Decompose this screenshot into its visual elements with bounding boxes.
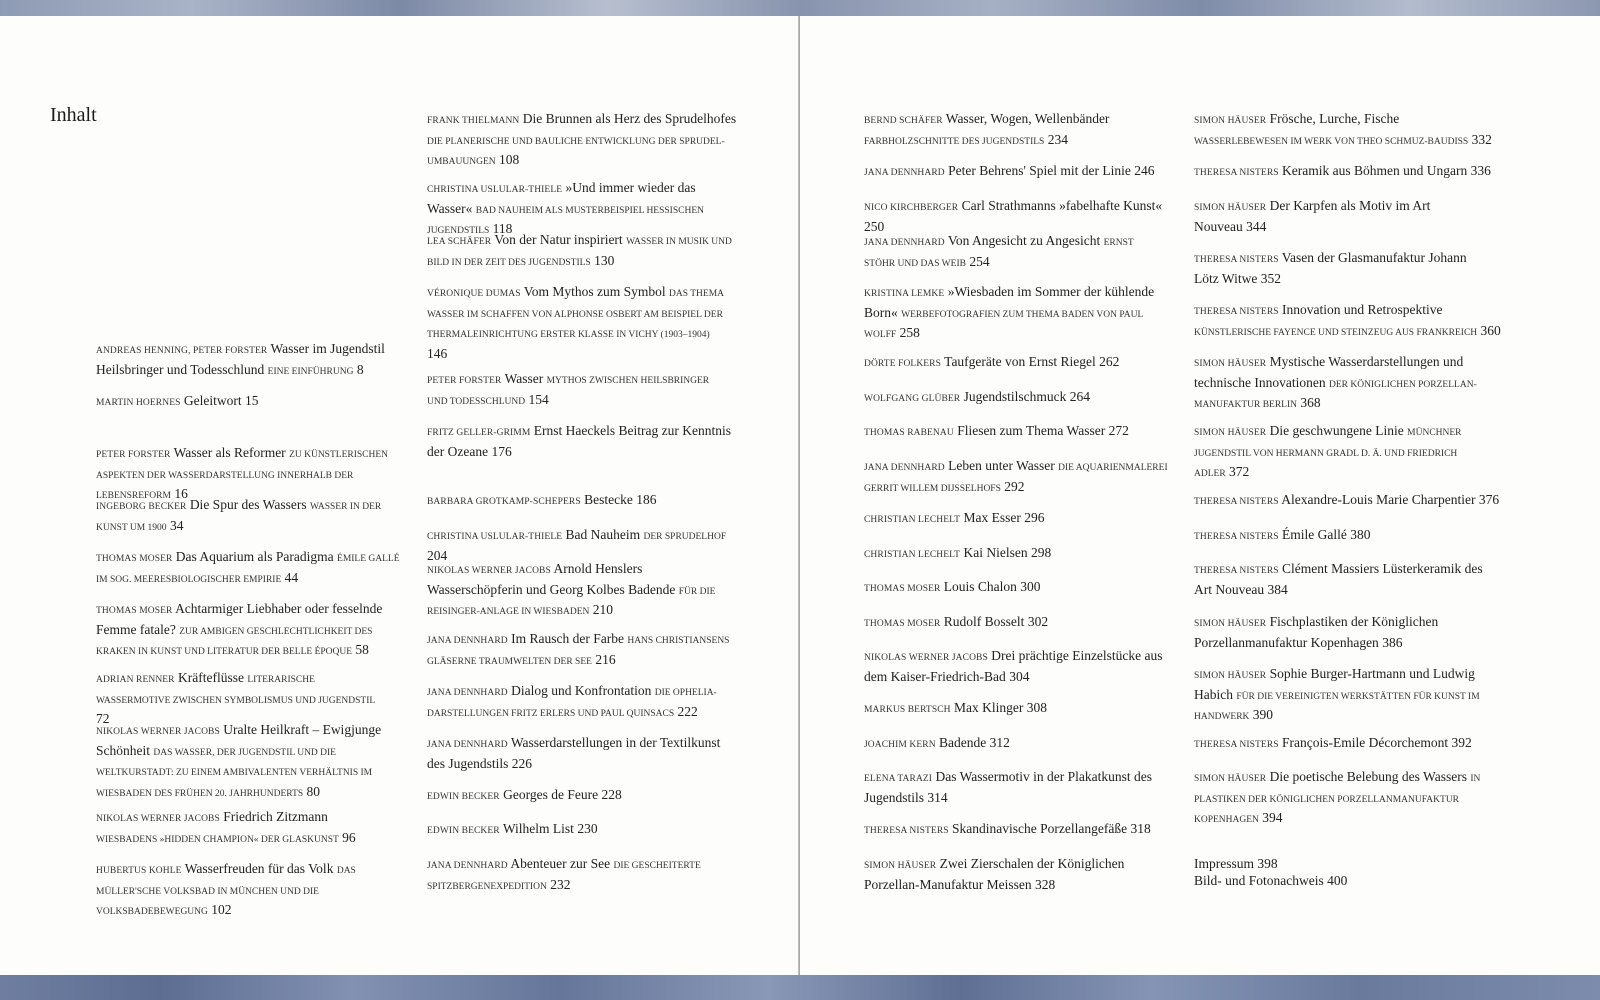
toc-entry bbox=[864, 768, 1154, 806]
entry-author: JANA DENNHARD bbox=[864, 168, 945, 178]
entry-author: SIMON HÄUSER bbox=[864, 861, 937, 871]
entry-subtitle: ZU KÜNSTLERISCHEN ASPEKTEN DER WASSERDARSTELLUNG INNERHALB DER LEBENSREFORM bbox=[96, 450, 389, 501]
toc-entry bbox=[427, 283, 727, 362]
entry-subtitle: DAS THEMA WASSER IM SCHAFFEN VON ALPHONSE OSBERT AM BEISPIEL DER THERMALEINRICHTUNG ERSTER KLASSE IN VICHY (1903–1904) bbox=[427, 289, 724, 340]
toc-entry bbox=[1194, 560, 1484, 598]
entry-subtitle: ZUR AMBIGEN GESCHLECHTLICHKEIT DES KRAKEN IN KUNST UND LITERATUR DER BELLE ÉPOQUE bbox=[96, 626, 373, 657]
entry-page-number: 352 bbox=[1260, 270, 1281, 286]
toc-entry bbox=[1194, 734, 1504, 755]
entry-author: VÉRONIQUE DUMAS bbox=[427, 289, 521, 299]
entry-title: Geleitwort bbox=[183, 393, 242, 408]
entry-author: FRITZ GELLER-GRIMM bbox=[427, 428, 531, 438]
entry-author: JANA DENNHARD bbox=[864, 463, 945, 473]
entry-title: Vasen der Glasmanufaktur Johann Lötz Witwe bbox=[1194, 250, 1467, 286]
entry-title: Uralte Heilkraft – Ewigjunge Schönheit bbox=[96, 722, 382, 758]
toc-entry bbox=[96, 600, 411, 662]
entry-author: MARTIN HOERNES bbox=[96, 398, 181, 408]
entry-page-number: 314 bbox=[927, 789, 948, 805]
toc-entry bbox=[427, 422, 737, 460]
entry-author: THOMAS MOSER bbox=[96, 554, 173, 564]
entry-title: Wasserfreuden für das Volk bbox=[184, 861, 334, 876]
toc-entry bbox=[427, 370, 732, 411]
toc-entry bbox=[1194, 249, 1484, 287]
entry-page-number: 80 bbox=[306, 783, 320, 799]
entry-title: Von Angesicht zu Angesicht bbox=[947, 233, 1101, 248]
entry-author: THOMAS MOSER bbox=[864, 584, 941, 594]
toc-entry bbox=[96, 860, 401, 922]
entry-subtitle: DIE GESCHEITERTE SPITZBERGENEXPEDITION bbox=[427, 861, 701, 892]
entry-page-number: 296 bbox=[1024, 510, 1045, 525]
toc-entry bbox=[864, 283, 1164, 345]
toc-entry bbox=[1194, 162, 1504, 183]
entry-author: BERND SCHÄFER bbox=[864, 116, 943, 126]
entry-page-number: 360 bbox=[1480, 322, 1501, 338]
entry-author: THOMAS MOSER bbox=[864, 619, 941, 629]
entry-title: Die geschwungene Linie bbox=[1269, 423, 1404, 438]
entry-page-number: 246 bbox=[1134, 163, 1155, 178]
entry-title: Skandinavische Porzellangefäße bbox=[952, 821, 1128, 836]
entry-page-number: 250 bbox=[864, 218, 885, 234]
entry-title: Ernst Haeckels Beitrag zur Kenntnis der Ozeane bbox=[427, 423, 731, 459]
toc-entry bbox=[1194, 526, 1494, 547]
entry-page-number: 146 bbox=[427, 345, 448, 361]
entry-page-number: 398 bbox=[1257, 856, 1278, 871]
entry-title: Wasser bbox=[504, 371, 544, 386]
entry-page-number: 72 bbox=[96, 711, 110, 726]
toc-entry bbox=[864, 509, 1164, 530]
entry-author: HUBERTUS KOHLE bbox=[96, 866, 182, 876]
entry-title: Bild- und Fotonachweis bbox=[1194, 873, 1324, 888]
entry-page-number: 336 bbox=[1470, 163, 1491, 178]
entry-title: François-Emile Décorchemont bbox=[1282, 735, 1449, 750]
toc-entry bbox=[427, 491, 737, 512]
toc-entry bbox=[1194, 422, 1484, 484]
entry-title: Im Rausch der Farbe bbox=[511, 631, 624, 646]
entry-page-number: 372 bbox=[1229, 464, 1250, 479]
entry-page-number: 230 bbox=[577, 821, 598, 836]
entry-subtitle: DIE AQUARIENMALEREI GERRIT WILLEM DIJSSELHOFS bbox=[864, 463, 1168, 494]
entry-author: JANA DENNHARD bbox=[864, 238, 945, 248]
entry-title: Peter Behrens' Spiel mit der Linie bbox=[948, 163, 1131, 178]
entry-title: Die poetische Belebung des Wassers bbox=[1269, 769, 1467, 784]
entry-title: Achtarmiger Liebhaber oder fesselnde Femme fatale? bbox=[96, 601, 383, 637]
entry-title: Der Karpfen als Motiv im Art Nouveau bbox=[1194, 198, 1431, 234]
entry-title: Impressum bbox=[1194, 856, 1254, 871]
entry-page-number: 332 bbox=[1471, 131, 1492, 147]
toc-entry bbox=[864, 353, 1164, 374]
entry-title: Clément Massiers Lüsterkeramik des Art Nouveau bbox=[1194, 561, 1483, 597]
entry-author: WOLFGANG GLÜBER bbox=[864, 394, 961, 404]
toc-entry bbox=[96, 808, 391, 849]
entry-page-number: 304 bbox=[1009, 668, 1030, 684]
toc-entry bbox=[96, 496, 411, 537]
toc-entry bbox=[864, 110, 1164, 151]
entry-subtitle: WASSERLEBEWESEN IM WERK VON THEO SCHMUZ-BAUDISS bbox=[1194, 136, 1469, 147]
entry-title: Wasser als Reformer bbox=[173, 445, 286, 460]
entry-page-number: 368 bbox=[1300, 395, 1321, 410]
toc-entry bbox=[1194, 872, 1494, 890]
entry-page-number: 262 bbox=[1099, 354, 1120, 369]
entry-subtitle: WASSER IN MUSIK UND BILD IN DER ZEIT DES JUGENDSTILS bbox=[427, 237, 732, 268]
entry-title: Die Spur des Wassers bbox=[189, 497, 307, 512]
entry-author: THERESA NISTERS bbox=[1194, 532, 1279, 542]
entry-author: THERESA NISTERS bbox=[1194, 566, 1279, 576]
toc-entry bbox=[1194, 665, 1494, 727]
toc-entry bbox=[96, 392, 396, 413]
entry-page-number: 392 bbox=[1451, 735, 1472, 750]
entry-page-number: 234 bbox=[1047, 131, 1068, 147]
entry-title: Fliesen zum Thema Wasser bbox=[957, 423, 1106, 438]
entry-title: Rudolf Bosselt bbox=[943, 614, 1025, 629]
entry-page-number: 344 bbox=[1246, 218, 1267, 234]
entry-author: FRANK THIELMANN bbox=[427, 116, 520, 126]
toc-entry bbox=[427, 786, 727, 807]
entry-page-number: 386 bbox=[1382, 634, 1403, 650]
entry-author: PETER FORSTER bbox=[427, 376, 502, 386]
toc-entry bbox=[427, 526, 737, 564]
entry-author: CHRISTIAN LECHELT bbox=[864, 515, 961, 525]
entry-title: »Wiesbaden im Sommer der kühlende Born« bbox=[864, 284, 1155, 320]
entry-title: Louis Chalon bbox=[943, 579, 1017, 594]
entry-author: THERESA NISTERS bbox=[864, 826, 949, 836]
entry-title: »Und immer wieder das Wasser« bbox=[427, 180, 696, 216]
entry-subtitle: DER KÖNIGLICHEN PORZELLAN-MANUFAKTUR BERLIN bbox=[1194, 379, 1477, 410]
entry-page-number: 298 bbox=[1030, 545, 1052, 560]
entry-subtitle: FÜR DIE REISINGER-ANLAGE IN WIESBADEN bbox=[427, 586, 716, 617]
entry-title: Carl Strathmanns »fabelhafte Kunst« bbox=[961, 198, 1163, 213]
toc-entry bbox=[864, 613, 1164, 634]
entry-author: THERESA NISTERS bbox=[1194, 497, 1279, 507]
book-gutter bbox=[798, 16, 800, 975]
entry-page-number: 96 bbox=[342, 829, 356, 845]
entry-subtitle: MÜNCHNER JUGENDSTIL VON HERMANN GRADL D. Ä. UND FRIEDRICH ADLER bbox=[1194, 428, 1462, 479]
entry-page-number: 226 bbox=[511, 755, 533, 771]
entry-page-number: 328 bbox=[1034, 876, 1056, 892]
bottom-image-strip bbox=[0, 975, 1600, 1000]
entry-title: Von der Natur inspiriert bbox=[494, 232, 623, 247]
entry-page-number: 292 bbox=[1004, 478, 1025, 494]
entry-page-number: 16 bbox=[174, 486, 188, 501]
entry-page-number: 302 bbox=[1027, 614, 1049, 629]
entry-title: Georges de Feure bbox=[503, 787, 599, 802]
entry-title: Die Brunnen als Herz des Sprudelhofes bbox=[522, 111, 737, 126]
entry-author: THOMAS RABENAU bbox=[864, 428, 954, 438]
toc-entry bbox=[427, 855, 727, 896]
entry-title: Bad Nauheim bbox=[565, 527, 641, 542]
entry-subtitle: MYTHOS ZWISCHEN HEILSBRINGER UND TODESSCHLUND bbox=[427, 376, 710, 407]
entry-title: Das Aquarium als Paradigma bbox=[175, 549, 334, 564]
entry-author: ELENA TARAZI bbox=[864, 774, 933, 784]
entry-title: Kai Nielsen bbox=[963, 545, 1028, 560]
entry-subtitle: WERBEFOTOGRAFIEN ZUM THEMA BADEN VON PAUL WOLFF bbox=[864, 309, 1143, 340]
toc-entry bbox=[1194, 491, 1504, 512]
entry-author: LEA SCHÄFER bbox=[427, 237, 492, 247]
toc-entry bbox=[864, 734, 1164, 755]
toc-entry bbox=[1194, 353, 1494, 415]
entry-author: INGEBORG BECKER bbox=[96, 502, 187, 512]
entry-page-number: 108 bbox=[499, 152, 520, 167]
entry-author: SIMON HÄUSER bbox=[1194, 774, 1267, 784]
entry-page-number: 204 bbox=[427, 547, 448, 563]
entry-author: THERESA NISTERS bbox=[1194, 740, 1279, 750]
entry-subtitle: HANS CHRISTIANSENS GLÄSERNE TRAUMWELTEN DER SEE bbox=[427, 636, 730, 667]
toc-entry bbox=[96, 721, 401, 803]
toc-entry bbox=[864, 820, 1174, 841]
entry-subtitle: DER SPRUDELHOF bbox=[643, 532, 727, 542]
entry-subtitle: EINE EINFÜHRUNG bbox=[267, 366, 354, 377]
entry-author: THERESA NISTERS bbox=[1194, 307, 1279, 317]
entry-author: JANA DENNHARD bbox=[427, 636, 508, 646]
entry-author: SIMON HÄUSER bbox=[1194, 203, 1267, 213]
entry-page-number: 154 bbox=[528, 391, 549, 407]
entry-subtitle: DAS MÜLLER'SCHE VOLKSBAD IN MÜNCHEN UND DIE VOLKSBADEBEWEGUNG bbox=[96, 866, 356, 917]
entry-page-number: 312 bbox=[989, 735, 1010, 750]
entry-author: CHRISTINA USLULAR-THIELE bbox=[427, 532, 563, 542]
entry-title: Wasserdarstellungen in der Textilkunst des Jugendstils bbox=[427, 735, 721, 771]
entry-title: Mystische Wasserdarstellungen und technische Innovationen bbox=[1194, 354, 1464, 390]
entry-subtitle: KÜNSTLERISCHE FAYENCE UND STEINZEUG AUS FRANKREICH bbox=[1194, 327, 1478, 338]
entry-author: DÖRTE FOLKERS bbox=[864, 359, 941, 369]
entry-title: Jugendstilschmuck bbox=[963, 389, 1067, 404]
entry-author: NIKOLAS WERNER JACOBS bbox=[96, 814, 220, 824]
entry-title: Drei prächtige Einzelstücke aus dem Kaiser-Friedrich-Bad bbox=[864, 648, 1163, 684]
entry-title: Taufgeräte von Ernst Riegel bbox=[944, 354, 1096, 369]
entry-author: JANA DENNHARD bbox=[427, 861, 508, 871]
entry-title: Keramik aus Böhmen und Ungarn bbox=[1282, 163, 1468, 178]
entry-title: Kräfteflüsse bbox=[178, 670, 244, 685]
entry-author: KRISTINA LEMKE bbox=[864, 289, 945, 299]
toc-entry bbox=[864, 699, 1164, 720]
entry-title: Zwei Zierschalen der Königlichen Porzellan-Manufaktur Meissen bbox=[864, 856, 1125, 892]
toc-entry bbox=[864, 422, 1164, 443]
entry-subtitle: FÜR DIE VEREINIGTEN WERKSTÄTTEN FÜR KUNST IM HANDWERK bbox=[1194, 691, 1480, 722]
toc-entry bbox=[1194, 301, 1504, 342]
entry-subtitle: WIESBADENS »HIDDEN CHAMPION« DER GLASKUNST bbox=[96, 834, 339, 845]
entry-title: Abenteuer zur See bbox=[510, 856, 611, 871]
entry-subtitle: DIE PLANERISCHE UND BAULICHE ENTWICKLUNG DER SPRUDELUMBAUUNGEN bbox=[427, 136, 725, 167]
page-title: Inhalt bbox=[50, 104, 97, 126]
entry-author: MARKUS BERTSCH bbox=[864, 705, 951, 715]
entry-author: NIKOLAS WERNER JACOBS bbox=[427, 566, 551, 576]
entry-title: Alexandre-Louis Marie Charpentier bbox=[1281, 492, 1476, 507]
entry-author: SIMON HÄUSER bbox=[1194, 116, 1267, 126]
entry-author: JANA DENNHARD bbox=[427, 740, 508, 750]
entry-page-number: 400 bbox=[1327, 873, 1348, 888]
entry-subtitle: DIE OPHELIA-DARSTELLUNGEN FRITZ ERLERS UND PAUL QUINSACS bbox=[427, 688, 717, 719]
toc-entry bbox=[427, 682, 727, 723]
entry-author: THERESA NISTERS bbox=[1194, 255, 1279, 265]
entry-page-number: 258 bbox=[899, 325, 920, 340]
entry-title: Wasser im Jugendstil Heilsbringer und Todesschlund bbox=[96, 341, 385, 377]
entry-page-number: 8 bbox=[356, 361, 364, 377]
toc-entry bbox=[1194, 613, 1484, 651]
entry-title: Fischplastiken der Königlichen Porzellanmanufaktur Kopenhagen bbox=[1194, 614, 1439, 650]
toc-entry bbox=[864, 647, 1164, 685]
entry-author: SIMON HÄUSER bbox=[1194, 619, 1267, 629]
entry-author: NIKOLAS WERNER JACOBS bbox=[864, 653, 988, 663]
entry-subtitle: IN PLASTIKEN DER KÖNIGLICHEN PORZELLANMANUFAKTUR KOPENHAGEN bbox=[1194, 774, 1481, 825]
toc-entry bbox=[427, 560, 727, 622]
entry-author: JOACHIM KERN bbox=[864, 740, 936, 750]
entry-page-number: 102 bbox=[211, 902, 232, 917]
toc-entry bbox=[864, 388, 1164, 409]
entry-subtitle: FARBHOLZSCHNITTE DES JUGENDSTILS bbox=[864, 136, 1045, 147]
entry-page-number: 380 bbox=[1350, 527, 1371, 542]
entry-author: SIMON HÄUSER bbox=[1194, 359, 1267, 369]
entry-author: NICO KIRCHBERGER bbox=[864, 203, 959, 213]
entry-title: Wasser, Wogen, Wellenbänder bbox=[945, 111, 1110, 126]
entry-page-number: 318 bbox=[1130, 821, 1151, 836]
entry-author: ANDREAS HENNING, PETER FORSTER bbox=[96, 346, 268, 356]
entry-page-number: 34 bbox=[169, 517, 184, 533]
entry-page-number: 210 bbox=[592, 602, 613, 617]
entry-page-number: 390 bbox=[1252, 707, 1274, 722]
entry-page-number: 384 bbox=[1267, 581, 1288, 597]
entry-subtitle: BAD NAUHEIM ALS MUSTERBEISPIEL HESSISCHEN JUGENDSTILS bbox=[427, 205, 704, 236]
entry-page-number: 308 bbox=[1026, 700, 1047, 715]
entry-page-number: 376 bbox=[1478, 492, 1500, 507]
entry-page-number: 130 bbox=[594, 252, 615, 268]
toc-entry bbox=[96, 669, 386, 728]
toc-entry bbox=[1194, 110, 1494, 151]
entry-title: Émile Gallé bbox=[1282, 527, 1347, 542]
entry-author: THERESA NISTERS bbox=[1194, 168, 1279, 178]
entry-author: EDWIN BECKER bbox=[427, 826, 500, 836]
entry-author: THOMAS MOSER bbox=[96, 606, 173, 616]
toc-entry bbox=[1194, 197, 1459, 235]
entry-title: Bestecke bbox=[584, 492, 633, 507]
entry-title: Sophie Burger-Hartmann und Ludwig Habich bbox=[1194, 666, 1475, 702]
toc-entry bbox=[864, 544, 1164, 565]
entry-page-number: 228 bbox=[601, 787, 622, 802]
entry-title: Arnold Henslers Wasserschöpferin und Georg Kolbes Badende bbox=[427, 561, 676, 597]
toc-entry bbox=[427, 630, 732, 671]
entry-author: EDWIN BECKER bbox=[427, 792, 500, 802]
entry-subtitle: LITERARISCHE WASSERMOTIVE ZWISCHEN SYMBOLISMUS UND JUGENDSTIL bbox=[96, 675, 376, 706]
toc-entry bbox=[864, 197, 1174, 235]
entry-title: Max Esser bbox=[963, 510, 1021, 525]
entry-title: Max Klinger bbox=[954, 700, 1024, 715]
toc-entry bbox=[96, 340, 396, 381]
toc-entry bbox=[96, 548, 401, 589]
entry-title: Badende bbox=[939, 735, 987, 750]
entry-page-number: 44 bbox=[284, 569, 299, 585]
toc-entry bbox=[864, 578, 1164, 599]
entry-title: Wilhelm List bbox=[502, 821, 574, 836]
entry-subtitle: WASSER IN DER KUNST UM 1900 bbox=[96, 502, 382, 533]
toc-entry bbox=[1194, 768, 1494, 830]
top-image-strip bbox=[0, 0, 1600, 16]
toc-entry bbox=[864, 162, 1174, 183]
entry-title: Dialog und Konfrontation bbox=[511, 683, 652, 698]
toc-entry bbox=[1194, 855, 1494, 873]
entry-page-number: 394 bbox=[1262, 810, 1283, 825]
toc-entry bbox=[427, 820, 727, 841]
entry-title: Das Wassermotiv in der Plakatkunst des Jugendstils bbox=[864, 769, 1152, 805]
toc-entry bbox=[864, 232, 1164, 273]
entry-page-number: 300 bbox=[1020, 579, 1041, 594]
entry-page-number: 216 bbox=[595, 651, 616, 667]
entry-page-number: 232 bbox=[550, 876, 571, 892]
entry-subtitle: DAS WASSER, DER JUGENDSTIL UND DIE WELTKURSTADT: ZU EINEM AMBIVALENTEN VERHÄLTNIS IM WIESBADEN DES FRÜHEN 20. JAHRHUNDERTS bbox=[96, 747, 373, 799]
entry-author: SIMON HÄUSER bbox=[1194, 428, 1267, 438]
toc-entry bbox=[427, 110, 737, 172]
entry-page-number: 222 bbox=[677, 703, 698, 719]
entry-page-number: 58 bbox=[355, 642, 369, 657]
entry-page-number: 254 bbox=[969, 253, 990, 269]
entry-page-number: 186 bbox=[636, 492, 657, 507]
entry-author: JANA DENNHARD bbox=[427, 688, 508, 698]
toc-entry bbox=[864, 855, 1154, 893]
entry-page-number: 176 bbox=[491, 443, 512, 459]
toc-entry bbox=[864, 457, 1169, 498]
entry-author: CHRISTINA USLULAR-THIELE bbox=[427, 185, 563, 195]
entry-title: Friedrich Zitzmann bbox=[223, 809, 328, 824]
entry-author: CHRISTIAN LECHELT bbox=[864, 550, 961, 560]
entry-title: Frösche, Lurche, Fische bbox=[1269, 111, 1400, 126]
toc-entry bbox=[427, 231, 732, 272]
entry-subtitle: ÉMILE GALLÉ IM SOG. MEERESBIOLOGISCHER EMPIRIE bbox=[96, 554, 400, 585]
entry-page-number: 264 bbox=[1069, 389, 1090, 404]
entry-author: BARBARA GROTKAMP-SCHEPERS bbox=[427, 497, 581, 507]
toc-entry bbox=[427, 734, 737, 772]
entry-title: Vom Mythos zum Symbol bbox=[523, 284, 666, 299]
entry-page-number: 15 bbox=[244, 393, 259, 408]
entry-subtitle: ERNST STÖHR UND DAS WEIB bbox=[864, 238, 1134, 269]
entry-author: NIKOLAS WERNER JACOBS bbox=[96, 727, 220, 737]
entry-author: SIMON HÄUSER bbox=[1194, 671, 1267, 681]
entry-page-number: 118 bbox=[492, 221, 513, 236]
entry-title: Innovation und Retrospektive bbox=[1282, 302, 1443, 317]
entry-author: PETER FORSTER bbox=[96, 450, 171, 460]
entry-page-number: 272 bbox=[1108, 423, 1129, 438]
entry-title: Leben unter Wasser bbox=[948, 458, 1055, 473]
entry-author: ADRIAN RENNER bbox=[96, 675, 175, 685]
